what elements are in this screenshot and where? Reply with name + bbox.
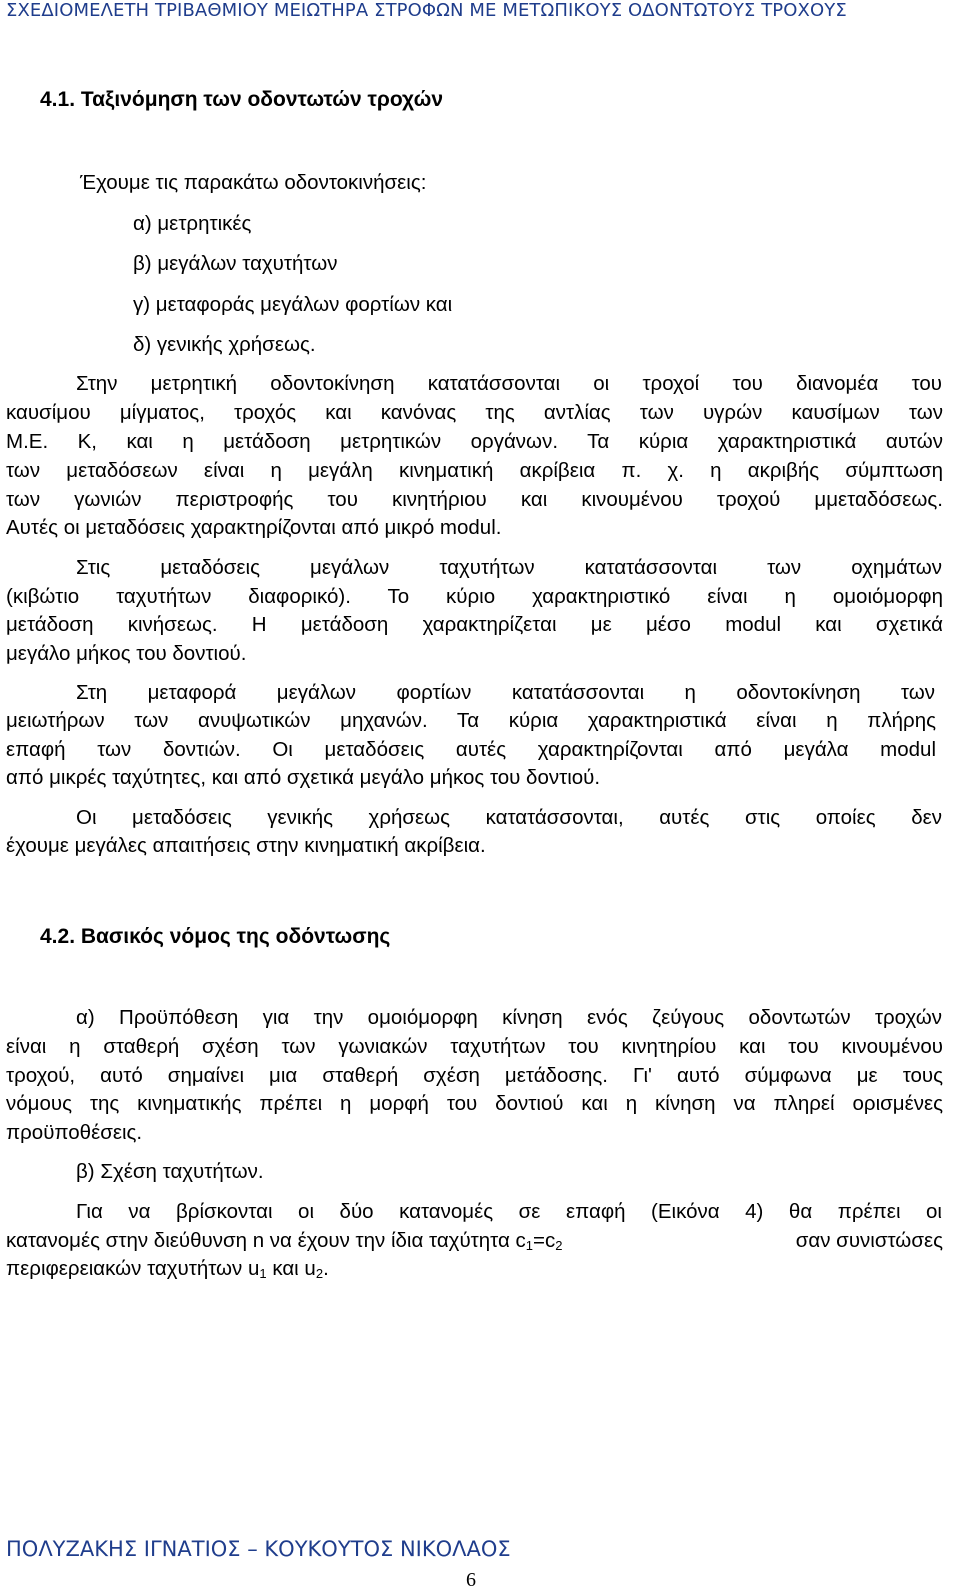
paragraph-line: α) Προϋπόθεση για την ομοιόμορφη κίνηση ενός ζεύγους οδοντωτών τροχών xyxy=(76,1006,942,1029)
paragraph-line: των γωνιών περιστροφής του κινητήριου και κινουμένου τροχού μμεταδόσεως. xyxy=(6,488,943,511)
page-number: 6 xyxy=(466,1569,476,1591)
list-item: δ) γενικής χρήσεως. xyxy=(133,333,316,356)
paragraph-line: μειωτήρων των ανυψωτικών μηχανών. Τα κύρια χαρακτηριστικά είναι η πλήρης xyxy=(6,709,936,732)
text-run: . xyxy=(323,1257,329,1280)
paragraph-line: Στη μεταφορά μεγάλων φορτίων κατατάσσονται η οδοντοκίνηση των xyxy=(76,681,935,704)
paragraph-line-with-subscripts xyxy=(6,1229,943,1253)
text-run: και u xyxy=(266,1257,316,1280)
running-footer-authors: ΠΟΛΥΖΑΚΗΣ ΙΓΝΑΤΙΟΣ – ΚΟΥΚΟΥΤΟΣ ΝΙΚΟΛΑΟΣ xyxy=(6,1537,511,1561)
subscript: 2 xyxy=(555,1238,563,1253)
paragraph-line: Στην μετρητική οδοντοκίνηση κατατάσσονται οι τροχοί του διανομέα του xyxy=(76,372,942,395)
text-run: περιφερειακών ταχυτήτων u xyxy=(6,1257,260,1280)
paragraph-line: τροχού, αυτό σημαίνει μια σταθερή σχέση μετάδοσης. Γι' αυτό σύμφωνα με τους xyxy=(6,1064,943,1087)
paragraph-line: των μεταδόσεων είναι η μεγάλη κινηματική ακρίβεια π. χ. η ακριβής σύμπτωση xyxy=(6,459,943,482)
paragraph-line: νόμους της κινηματικής πρέπει η μορφή του δοντιού και η κίνηση να πληρεί ορισμένες xyxy=(6,1092,943,1115)
section-heading-4-2: 4.2. Βασικός νόμος της οδόντωσης xyxy=(40,925,391,948)
section-heading-4-1: 4.1. Ταξινόμηση των οδοντωτών τροχών xyxy=(40,88,444,111)
paragraph-line: καυσίμου μίγματος, τροχός και κανόνας της αντλίας των υγρών καυσίμων των xyxy=(6,401,943,424)
paragraph-line: προϋποθέσεις. xyxy=(6,1121,143,1144)
list-item: β) μεγάλων ταχυτήτων xyxy=(133,252,338,275)
paragraph-line: β) Σχέση ταχυτήτων. xyxy=(76,1160,264,1183)
text-run: κατανομές στην διεύθυνση n να έχουν την ίδια ταχύτητα c xyxy=(6,1229,526,1252)
paragraph-line: Για να βρίσκονται οι δύο κατανομές σε επαφή (Εικόνα 4) θα πρέπει οι xyxy=(76,1200,942,1223)
paragraph-line: από μικρές ταχύτητες, και από σχετικά μεγάλο μήκος του δοντιού. xyxy=(6,766,601,789)
subscript: 1 xyxy=(259,1266,267,1281)
list-item: γ) μεταφοράς μεγάλων φορτίων και xyxy=(133,293,453,316)
paragraph-line: μετάδοση κινήσεως. Η μετάδοση χαρακτηρίζεται με μέσο modul και σχετικά xyxy=(6,613,943,636)
paragraph-line: είναι η σταθερή σχέση των γωνιακών ταχυτήτων του κινητηρίου και του κινουμένου xyxy=(6,1035,943,1058)
text-run xyxy=(6,1229,562,1253)
paragraph-line: μεγάλο μήκος του δοντιού. xyxy=(6,642,247,665)
running-header: ΣΧΕΔΙΟΜΕΛΕΤΗ ΤΡΙΒΑΘΜΙΟΥ ΜΕΙΩΤΗΡΑ ΣΤΡΟΦΩΝ ΜΕ ΜΕΤΩΠΙΚΟΥΣ ΟΔΟΝΤΩΤΟΥΣ ΤΡΟΧΟΥΣ xyxy=(6,0,847,21)
paragraph-line: Στις μεταδόσεις μεγάλων ταχυτήτων κατατάσσονται των οχημάτων xyxy=(76,556,942,579)
paragraph-line: Μ.Ε. Κ, και η μετάδοση μετρητικών οργάνων. Τα κύρια χαρακτηριστικά αυτών xyxy=(6,430,943,453)
subscript: 1 xyxy=(525,1238,533,1253)
list-item: α) μετρητικές xyxy=(133,212,252,235)
intro-text: Έχουμε τις παρακάτω οδοντοκινήσεις: xyxy=(80,171,427,194)
text-run: =c xyxy=(533,1229,556,1252)
paragraph-line: έχουμε μεγάλες απαιτήσεις στην κινηματική ακρίβεια. xyxy=(6,834,486,857)
paragraph-line: Αυτές οι μεταδόσεις χαρακτηρίζονται από μικρό modul. xyxy=(6,516,502,539)
paragraph-line-with-subscripts xyxy=(6,1257,329,1281)
paragraph-line: (κιβώτιο ταχυτήτων διαφορικό). Το κύριο χαρακτηριστικό είναι η ομοιόμορφη xyxy=(6,585,943,608)
paragraph-line: επαφή των δοντιών. Οι μεταδόσεις αυτές χαρακτηρίζονται από μεγάλα modul xyxy=(6,738,936,761)
text-run: σαν συνιστώσες xyxy=(795,1229,943,1252)
paragraph-line: Οι μεταδόσεις γενικής χρήσεως κατατάσσονται, αυτές στις οποίες δεν xyxy=(76,806,942,829)
subscript: 2 xyxy=(315,1266,324,1281)
